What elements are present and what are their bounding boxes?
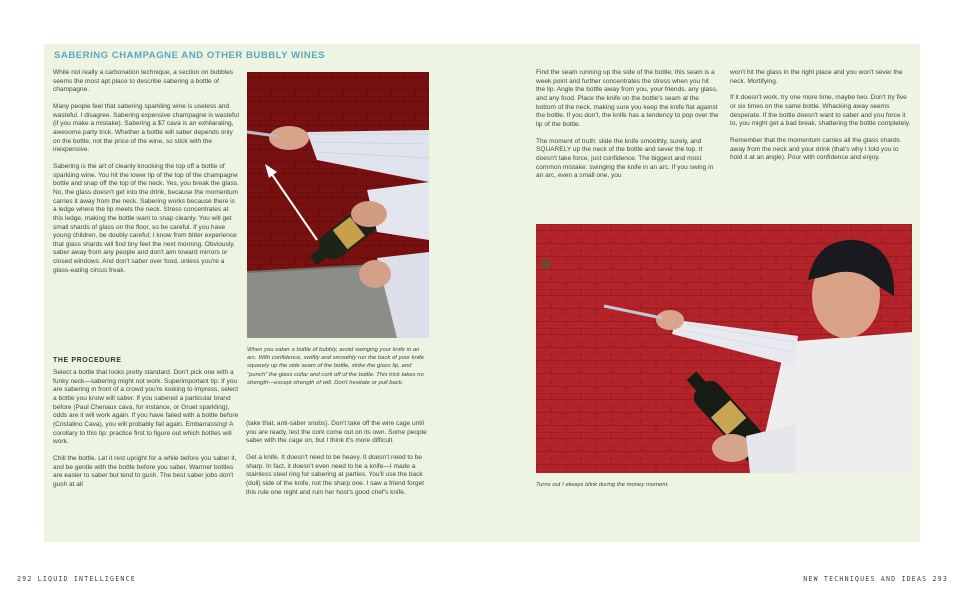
paragraph: While not really a carbonation technique, a section on bubbles seems the most apt place to describe sabering a bottle of champagne. xyxy=(53,69,234,94)
paragraph: Get a knife. It doesn't need to be heavy. It doesn't need to be sharp. In fact, it doesn't even need to be a knife—I made a stainless steel ring for sabering at parties. You'll use the back (dull) side of the knife, not the sharp one. I saw a friend forget this rule one night and ruin her host's good chef's knife. xyxy=(246,453,424,496)
footer-right-page-label: NEW TECHNIQUES AND IDEAS 293 xyxy=(803,575,948,583)
footer-left-page-label: 292 LIQUID INTELLIGENCE xyxy=(17,575,136,583)
paragraph: Remember that the momentum carries all the glass shards away from the neck and your drink (that's why I told you to hold it at an angle). Pour with confidence and enjoy. xyxy=(730,136,900,162)
paragraph: The moment of truth: slide the knife smoothly, surely, and SQUARELY up the neck of the bottle and sever the top. It doesn't take force, just confidence. The biggest and most common mistake: swinging the knife in an arc. If you swing in an arc, even a small one, you xyxy=(536,137,714,180)
column-procedure xyxy=(53,369,239,490)
column-right-b xyxy=(730,69,912,163)
paragraph: Many people feel that sabering sparkling wine is useless and wasteful. I disagree. Sabering expensive champagne is wasteful (if you make a mistake). Sabering a $7 cava is an exhilarating, awesome party trick. Whether a bottle will saber depends only on the bottle, not the price of the wine, so stick with the inexpensive. xyxy=(53,102,239,154)
procedure-heading: THE PROCEDURE xyxy=(53,357,122,364)
photo-caption-closeup: When you saber a bottle of bubbly, avoid swinging your knife in an arc. With confidence, swiftly and smoothly run the back of your knife squarely up the side seam of the bottle, strike the glass lip, and "punch" the glass collar and cork off of the bottle. This trick takes no strength—except strength of will. Don't hesitate or pull back. xyxy=(247,347,425,386)
photo-caption-wide: Turns out I always blink during the money moment. xyxy=(536,482,669,488)
sabering-photo-closeup xyxy=(247,72,429,338)
paragraph: Select a bottle that looks pretty standard. Don't pick one with a funky neck—sabering might not work. Superimportant tip: If you are sabering in front of a crowd you're looking to impress, select a bottle you know will saber. If you sabered a particular brand before (Paul Chenaux cava, for instance, or Gruet sparkling), odds are it will work again. If you have failed with a bottle before (Cristalino Cava), you will probably fail again. Embarrassing! A corollary to this tip: practice first to figure out which bottles will work. xyxy=(53,369,239,446)
paragraph: Chill the bottle. Let it rest upright for a while before you saber it, and be gentle with the bottle before you saber. Warmer bottles are easier to saber but tend to gush. The best saber jobs don't gush at all xyxy=(53,454,237,488)
column-intro xyxy=(53,69,239,275)
sabering-wide-illustration xyxy=(536,224,912,473)
paragraph: won't hit the glass in the right place and you won't sever the neck. Mortifying. xyxy=(730,69,903,85)
paragraph: Find the seam running up the side of the bottle; this seam is a week point and further concentrates the stress when you hit the lip. Angle the bottle away from you, your friends, any glass, and any food. Place the knife on the bottle's seam at the bottom of the neck, making sure you keep the knife flat against the bottle. If you don't, the knife has a tendency to pop over the lip of the bottle. xyxy=(536,69,719,128)
sabering-photo-wide xyxy=(536,224,912,473)
paragraph: Sabering is the art of cleanly knocking the top off a bottle of sparkling wine. You hit the lower lip of the top of the champagne bottle and snap off the top of the neck. Yes, you break the glass. No, the glass doesn't get into the drink, because the momentum carries it away from the neck. Sabering works because there is a ledge where the lip meets the neck. Stress concentrates at this ledge, making the bottle want to snap cleanly. You will get small shards of glass on the floor, so be careful. If you have young children, be doubly careful; I know from bitter experience that glass shards will find tiny feet the next morning. Obviously, saber away from any people and don't aim toward mirrors or closed windows. And don't saber over food, unless you're a glass-eating circus freak. xyxy=(53,162,239,274)
column-right-a xyxy=(536,69,719,181)
section-title: SABERING CHAMPAGNE AND OTHER BUBBLY WINES xyxy=(54,50,326,61)
sabering-closeup-illustration xyxy=(247,72,429,338)
paragraph: If it doesn't work, try one more time, maybe two. Don't try five or six times on the same bottle. Whacking away seems desperate. If the bottle doesn't want to saber and you force it to, you might get a bad break, shattering the bottle completely. xyxy=(730,94,911,128)
paragraph: (take that, anti-saber snobs). Don't take off the wire cage until you are ready, lest the cork come out on its own. Some people saber with the cage on, but I think it's more difficult. xyxy=(246,420,427,445)
column-middle xyxy=(246,420,428,497)
